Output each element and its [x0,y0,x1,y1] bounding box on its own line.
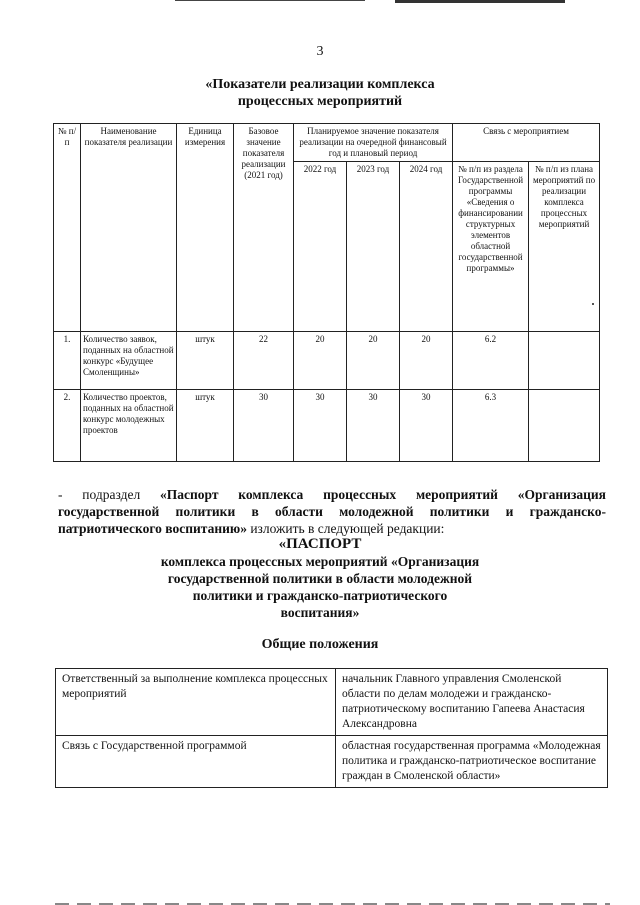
table-row [54,390,600,462]
scan-artifact-top-left [175,0,365,1]
page-number: 3 [316,44,324,59]
row2-2024: 30 [400,390,453,462]
header-2022: 2022 год [294,162,347,332]
row2-base: 30 [234,390,294,462]
row2-plan [529,390,600,462]
row1-2023: 20 [347,332,400,390]
scan-speck [592,303,594,305]
header-name: Наименование показателя реализации [81,124,177,332]
general-row2-value: областная государственная программа «Молодежная политика и гражданско-патриотическое воспитание граждан в Смоленской области» [336,736,608,788]
row2-section: 6.3 [453,390,529,462]
row2-unit: штук [177,390,234,462]
row1-unit: штук [177,332,234,390]
row2-name: Количество проектов, поданных на областной конкурс молодежных проектов [81,390,177,462]
header-unit: Единица измерения [177,124,234,332]
row1-name: Количество заявок, поданных на областной конкурс «Будущее Смоленщины» [81,332,177,390]
indicators-title-line1: «Показатели реализации комплекса [205,77,435,92]
passport-title: «ПАСПОРТ [278,536,362,552]
general-row1-value: начальник Главного управления Смоленской области по делам молодежи и гражданско-патриотическому воспитанию Гапеева Анастасия Александровна [336,669,608,736]
header-base: Базовое значение показателя реализации (2021 год) [234,124,294,332]
passport-line1: комплекса процессных мероприятий «Организация [160,554,480,569]
indicators-table [53,123,600,462]
header-link: Связь с мероприятием [453,124,600,162]
header-2023: 2023 год [347,162,400,332]
amendment-prefix: - подраздел [58,487,161,502]
indicators-title [0,76,640,110]
passport-line4: воспитания» [280,605,360,620]
passport-line3: политики и гражданско-патриотического [192,588,448,603]
passport-line2: государственной политики в области молодежной [167,571,473,586]
row1-2022: 20 [294,332,347,390]
header-2024: 2024 год [400,162,453,332]
header-link-plan: № п/п из плана мероприятий по реализации комплекса процессных мероприятий [529,162,600,332]
table-row [56,736,608,788]
header-num: № п/п [54,124,81,332]
row1-plan [529,332,600,390]
row2-2023: 30 [347,390,400,462]
passport-subtitle [0,553,640,621]
header-planned: Планируемое значение показателя реализации на очередной финансовый год и плановый период [294,124,453,162]
row1-2024: 20 [400,332,453,390]
row2-num: 2. [54,390,81,462]
general-title: Общие положения [261,637,379,652]
amendment-suffix: изложить в следующей редакции: [246,521,445,536]
amendment-paragraph [58,486,606,537]
general-row2-label: Связь с Государственной программой [56,736,336,788]
indicators-header-row-1 [54,124,600,162]
row2-2022: 30 [294,390,347,462]
indicators-title-line2: процессных мероприятий [237,94,403,109]
table-row [54,332,600,390]
general-row1-label: Ответственный за выполнение комплекса процессных мероприятий [56,669,336,736]
amendment-bold: «Паспорт комплекса процессных мероприятий «Организация государственной политики в области молодежной политики и гражданско-патриотического воспитанию» [58,487,606,536]
header-link-section: № п/п из раздела Государственной программы «Сведения о финансировании структурных элементов областной государственной программы» [453,162,529,332]
row1-section: 6.2 [453,332,529,390]
scan-artifact-top-right [395,0,565,3]
table-row [56,669,608,736]
row1-base: 22 [234,332,294,390]
row1-num: 1. [54,332,81,390]
general-table [55,668,608,788]
